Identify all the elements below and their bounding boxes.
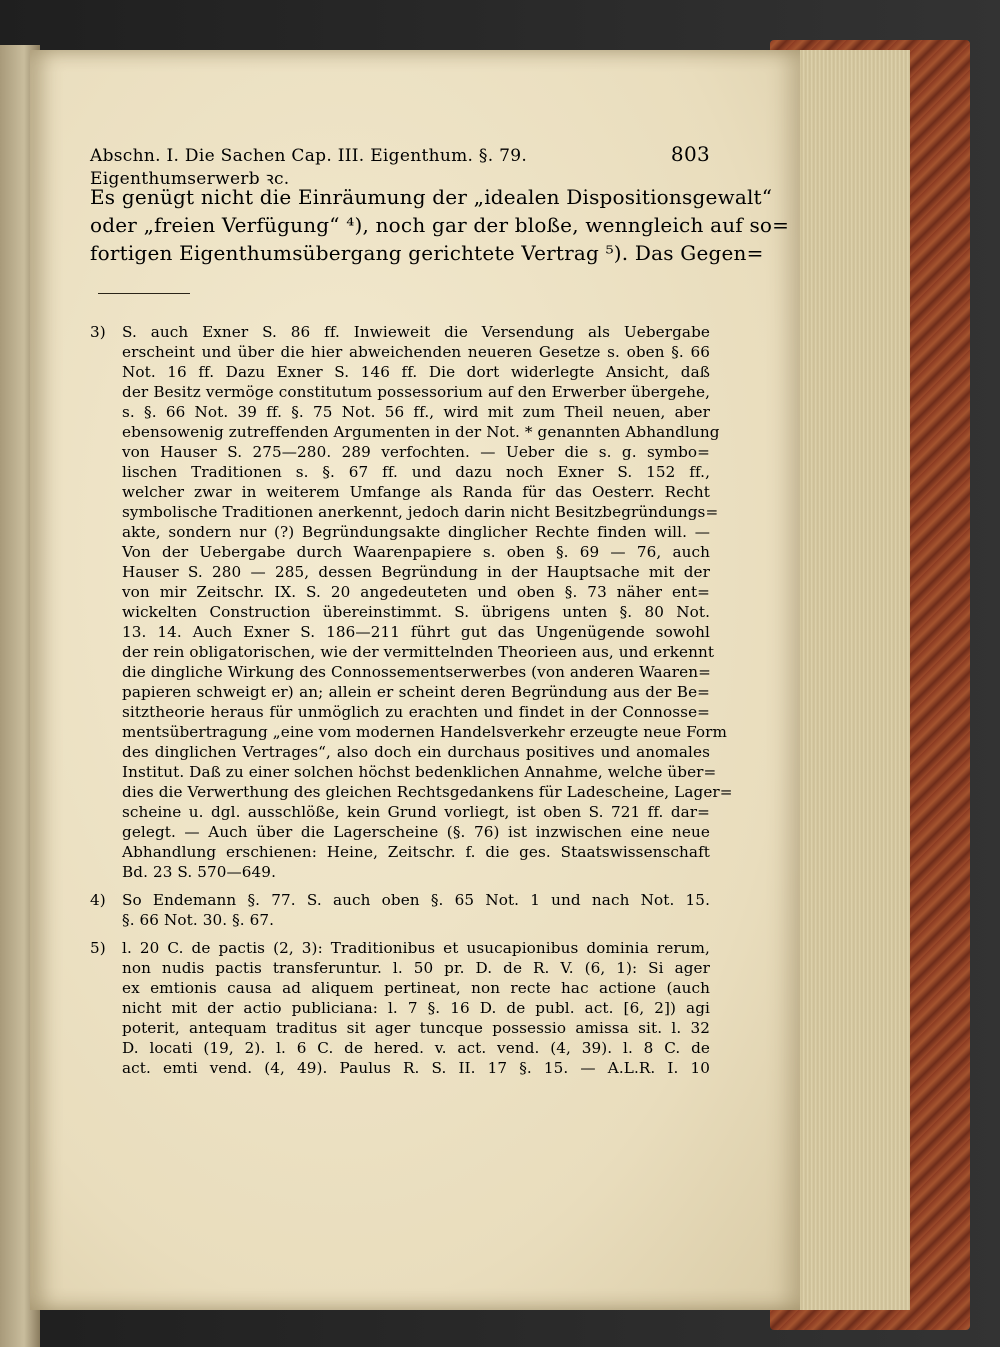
running-header — [90, 142, 710, 189]
footnote-3-line: papieren schweigt er) an; allein er scheint deren Begründung aus der Be= — [122, 683, 710, 701]
footnote-5-line: ex emtionis causa ad aliquem pertineat, non recte hac actione (auch — [122, 979, 710, 997]
body-line: oder „freien Verfügung“ ⁴), noch gar der bloße, wenngleich auf so= — [90, 213, 790, 237]
footnote-5-number: 5) — [90, 939, 106, 957]
footnote-3-line: akte, sondern nur (?) Begründungsakte dinglicher Rechte finden will. — — [122, 523, 710, 541]
footnote-3-line: Bd. 23 S. 570—649. — [122, 863, 277, 881]
footnote-3-line: lischen Traditionen s. §. 67 ff. und dazu noch Exner S. 152 ff., — [122, 463, 710, 481]
footnote-5-line: act. emti vend. (4, 49). Paulus R. S. II. 17 §. 15. — A.L.R. I. 10 — [122, 1059, 710, 1077]
footnote-5-line: D. locati (19, 2). l. 6 C. de hered. v. act. vend. (4, 39). l. 8 C. de — [122, 1039, 710, 1057]
footnote-3-line: symbolische Traditionen anerkennt, jedoch darin nicht Besitzbegründungs= — [122, 503, 719, 521]
footnote-4-line: §. 66 Not. 30. §. 67. — [122, 911, 275, 929]
footnote-3-line: 13. 14. Auch Exner S. 186—211 führt gut das Ungenügende sowohl — [122, 623, 710, 641]
book-page — [30, 50, 800, 1310]
footnote-5-line: 5) l. 20 C. de pactis (2, 3): Traditionibus et usucapionibus dominia rerum, — [90, 939, 710, 957]
footnote-3-line: Institut. Daß zu einer solchen höchst bedenklichen Annahme, welche über= — [122, 763, 717, 781]
footnote-4-number: 4) — [90, 891, 106, 909]
footnote-3-line: s. §. 66 Not. 39 ff. §. 75 Not. 56 ff., wird mit zum Theil neuen, aber — [122, 403, 710, 421]
footnote-5-line: poterit, antequam traditus sit ager tuncque possessio amissa sit. l. 32 — [122, 1019, 710, 1037]
page-number: 803 — [670, 142, 710, 166]
body-line: Es genügt nicht die Einräumung der „idealen Dispositionsgewalt“ — [90, 185, 773, 209]
footnote-3-line: Abhandlung erschienen: Heine, Zeitschr. f. die ges. Staatswissenschaft — [122, 843, 710, 861]
footnote-3-line: scheine u. dgl. ausschlöße, kein Grund vorliegt, ist oben S. 721 ff. dar= — [122, 803, 710, 821]
footnote-3-line: Hauser S. 280 — 285, dessen Begründung in der Hauptsache mit der — [122, 563, 710, 581]
footnote-3-line: von mir Zeitschr. IX. S. 20 angedeuteten und oben §. 73 näher ent= — [122, 583, 710, 601]
footnote-3-line: welcher zwar in weiterem Umfange als Randa für das Oesterr. Recht — [122, 483, 710, 501]
body-line: fortigen Eigenthumsübergang gerichtete Vertrag ⁵). Das Gegen= — [90, 241, 764, 265]
header-title: Abschn. I. Die Sachen Cap. III. Eigenthum. §. 79. Eigenthumserwerb ꝛc. — [90, 146, 528, 189]
footnote-3-line: 3) S. auch Exner S. 86 ff. Inwieweit die Versendung als Uebergabe — [90, 323, 710, 341]
footnote-3-line: der Besitz vermöge constitutum possessorium auf den Erwerber übergehe, — [122, 383, 710, 401]
footnote-3-line: der rein obligatorischen, wie der vermittelnden Theorieen aus, und erkennt — [122, 643, 715, 661]
footnote-3-number: 3) — [90, 323, 106, 341]
footnote-3-line: die dingliche Wirkung des Connossementserwerbes (von anderen Waaren= — [122, 663, 711, 681]
footnote-5-line: nicht mit der actio publiciana: l. 7 §. 16 D. de publ. act. [6, 2]) agi — [122, 999, 710, 1017]
footnote-3-line: sitztheorie heraus für unmöglich zu erachten und findet in der Connosse= — [122, 703, 710, 721]
footnote-3-line: gelegt. — Auch über die Lagerscheine (§. 76) ist inzwischen eine neue — [122, 823, 710, 841]
footnote-3-line: Not. 16 ff. Dazu Exner S. 146 ff. Die dort widerlegte Ansicht, daß — [122, 363, 710, 381]
footnote-3-line: Von der Uebergabe durch Waarenpapiere s. oben §. 69 — 76, auch — [122, 543, 710, 561]
footnote-3-line: ebensowenig zutreffenden Argumenten in der Not. * genannten Abhandlung — [122, 423, 720, 441]
footnote-3-line: von Hauser S. 275—280. 289 verfochten. — Ueber die s. g. symbo= — [122, 443, 710, 461]
footnote-3-line: erscheint und über die hier abweichenden neueren Gesetze s. oben §. 66 — [122, 343, 710, 361]
footnote-4-line: 4) So Endemann §. 77. S. auch oben §. 65 Not. 1 und nach Not. 15. — [90, 891, 710, 909]
footnote-5-line: non nudis pactis transferuntur. l. 50 pr. D. de R. V. (6, 1): Si ager — [122, 959, 710, 977]
footnote-3-line: wickelten Construction übereinstimmt. S. übrigens unten §. 80 Not. — [122, 603, 710, 621]
footnote-rule — [98, 293, 190, 294]
footnote-3-line: mentsübertragung „eine vom modernen Handelsverkehr erzeugte neue Form — [122, 723, 727, 741]
footnote-3-line: dies die Verwerthung des gleichen Rechtsgedankens für Ladescheine, Lager= — [122, 783, 733, 801]
footnote-3-line: des dinglichen Vertrages“, also doch ein durchaus positives und anomales — [122, 743, 710, 761]
